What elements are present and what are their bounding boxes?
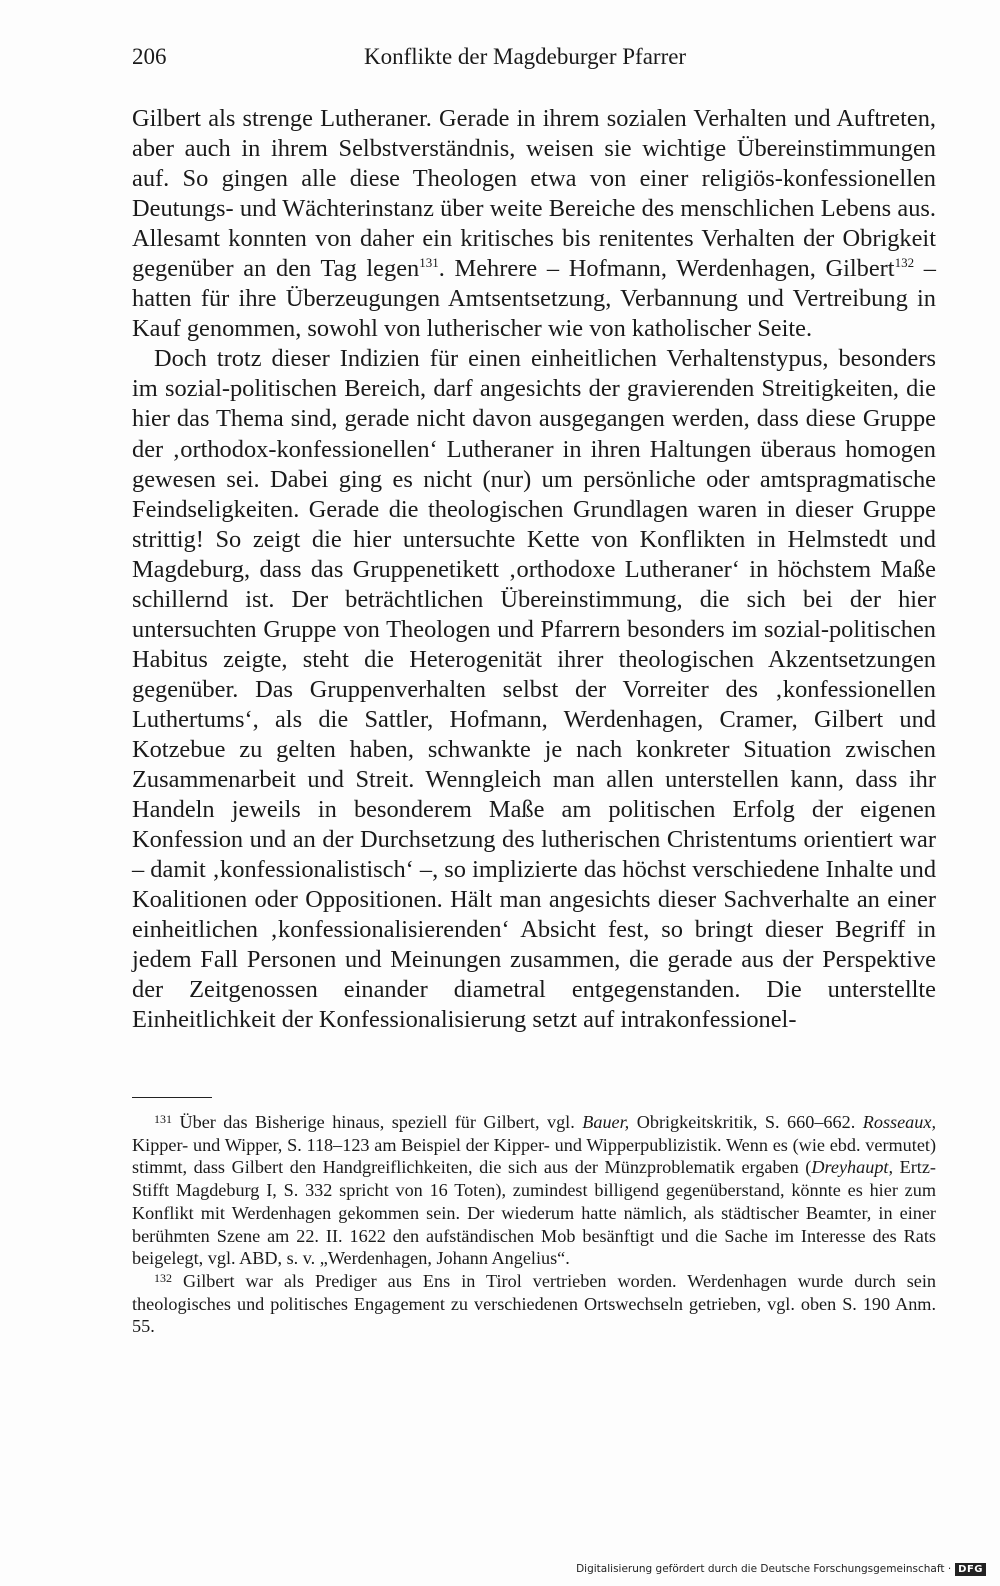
footnotes — [132, 1111, 936, 1338]
footnote-divider — [132, 1097, 212, 1098]
dfg-logo-icon: DFG — [955, 1563, 986, 1576]
paragraph-1-part-3: – hatten für ihre Überzeugungen Amtsentsetzung, Verbannung und Vertreibung in Kauf genommen, sowohl von lutherischer wie von katholischer Seite. — [132, 255, 936, 343]
footnote-131-text-a: Über das Bisherige hinaus, speziell für Gilbert, vgl. — [172, 1112, 583, 1132]
footnote-131-text-d: Ertz-Stifft Magdeburg I, S. 332 spricht von 16 Toten), zumindest billigend gegenüberstand, könnte es hier zum Konflikt mit Werdenhagen gekommen sein. Der wiederum hatte nämlich, als städtischer Beamter, in einer berühmten Szene am 22. II. 1622 den aufständischen Mob besänftigt und die Sache im Interesse des Rats beigelegt, vgl. ABD, s. v. „Werdenhagen, Johann Angelius“. — [132, 1157, 936, 1269]
footnote-ref-132: 132 — [894, 255, 915, 271]
footnote-132-text: Gilbert war als Prediger aus Ens in Tirol vertrieben worden. Werdenhagen wurde durch sein theologisches und politisches Engagement zu verschiedenen Ortswechseln getrieben, vgl. oben S. 190 Anm. 55. — [132, 1270, 936, 1337]
credit-text: Digitalisierung gefördert durch die Deutsche Forschungsgemeinschaft · — [576, 1563, 952, 1575]
footnote-131-author-bauer: Bauer, — [582, 1112, 630, 1132]
paragraph-1 — [132, 104, 936, 344]
footnote-131-author-dreyhaupt: Dreyhaupt, — [811, 1157, 894, 1178]
footnote-131-author-rosseaux: Rosseaux, — [862, 1112, 936, 1132]
footnote-ref-131: 131 — [419, 255, 439, 271]
digitization-credit — [576, 1560, 986, 1578]
paragraph-2: Doch trotz dieser Indizien für einen einheitlichen Verhaltenstypus, besonders im sozial-politischen Bereich, darf angesichts der gravierenden Streitigkeiten, die hier das Thema sind, gerade nicht davon ausgegangen werden, dass diese Gruppe der ‚orthodox-konfessionellen‘ Lutheraner in ihren Haltungen überaus homogen gewesen sei. Dabei ging es nicht (nur) um persönliche oder amtspragmatische Feindseligkeiten. Gerade die theologischen Grundlagen waren in dieser Gruppe strittig! So zeigt die hier untersuchte Kette von Konflikten in Helmstedt und Magdeburg, dass das Gruppenetikett ‚orthodoxe Lutheraner‘ in höchstem Maße schillernd ist. Der beträchtlichen Übereinstimmung, die sich bei der hier untersuchten Gruppe von Theologen und Pfarrern besonders im sozial-politischen Habitus zeigte, steht die Heterogenität ihrer theologischen Akzentsetzungen gegenüber. Das Gruppenverhalten selbst der Vorreiter des ‚konfessionellen Luthertums‘, als die Sattler, Hofmann, Werdenhagen, Cramer, Gilbert und Kotzebue zu gelten haben, schwankte je nach konkreter Situation zwischen Zusammenarbeit und Streit. Wenngleich man allen unterstellen kann, dass ihr Handeln jeweils in besonderem Maße am politischen Erfolg der eigenen Konfession und an der Durchsetzung des lutherischen Christentums orientiert war – damit ‚konfessionalistisch‘ –, so implizierte das höchst verschiedene Inhalte und Koalitionen oder Oppositionen. Hält man angesichts dieser Sachverhalte an einer einheitlichen ‚konfessionalisierenden‘ Absicht fest, so bringt dieser Begriff in jedem Fall Personen und Meinungen zusammen, die gerade aus der Perspektive der Zeitgenossen einander diametral entgegenstanden. Die unterstellte Einheitlichkeit der Konfessionalisierung setzt auf intrakonfessionel- — [132, 345, 937, 1034]
footnote-131-text-c: Kipper- und Wipper, S. 118–123 am Beispiel der Kipper- und Wipperpublizistik. Wenn es (wie ebd. vermutet) stimmt, dass Gilbert den Handgreiflichkeiten, die sich aus der Münzproblematik ergaben ( — [132, 1134, 936, 1178]
footnote-131-text-b: Obrigkeitskritik, S. 660–662. — [629, 1112, 863, 1132]
paragraph-1-part-1: Gilbert als strenge Lutheraner. Gerade in ihrem sozialen Verhalten und Auftreten, aber auch in ihrem Selbstverständnis, weisen sie wichtige Übereinstimmungen auf. So gingen alle diese Theologen etwa von einer religiös-konfessionellen Deutungs- und Wächterinstanz über weite Bereiche des menschlichen Lebens aus. Allesamt konnten von daher ein kritisches bis renitentes Verhalten der Obrigkeit gegenüber an den Tag legen — [132, 105, 936, 283]
footnote-132 — [132, 1270, 936, 1338]
footnote-132-mark: 132 — [154, 1270, 172, 1285]
page-number: 206 — [132, 44, 167, 69]
running-title: Konflikte der Magdeburger Pfarrer — [364, 44, 687, 69]
main-text — [132, 104, 936, 1035]
footnote-131 — [132, 1111, 936, 1270]
footnote-131-mark: 131 — [154, 1112, 172, 1126]
paragraph-1-part-2: . Mehrere – Hofmann, Werdenhagen, Gilbert — [438, 255, 895, 283]
page-header — [132, 44, 932, 84]
